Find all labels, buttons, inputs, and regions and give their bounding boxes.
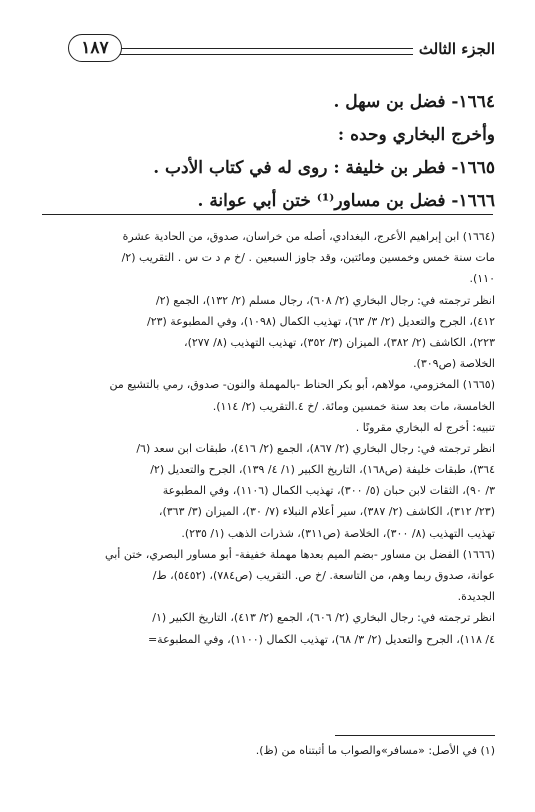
note-line: انظر ترجمته في: رجال البخاري (٢/ ٦٠٨)، رجال مسلم (٢/ ١٣٢)، الجمع (٢/ bbox=[155, 293, 495, 307]
notes-divider bbox=[42, 214, 493, 215]
note-line: ٤١٢)، الجرح والتعديل (٢/ ٣/ ٦٣)، تهذيب الكمال (١٠٩٨)، وفي المطبوعة (٢٣/ bbox=[146, 314, 495, 328]
note-line: تنبيه: أخرج له البخاري مقرونًا . bbox=[355, 420, 495, 434]
note-line: انظر ترجمته في: رجال البخاري (٢/ ٨٦٧)، الجمع (٢/ ٤١٦)، طبقات ابن سعد (٦/ bbox=[136, 441, 495, 455]
header-double-rule bbox=[118, 48, 413, 55]
note-line: (١٦٦٦) الفضل بن مساور -بضم الميم بعدها مهملة خفيفة- أبو مساور البصري، ختن أبي bbox=[105, 547, 495, 561]
note-line: عوانة، صدوق ربما وهم، من التاسعة. /خ ص. التقريب (ص٧٨٤)، (٥٤٥٢)، ط/ bbox=[152, 569, 495, 582]
note-line: (٢٣/ ٣١٢)، الكاشف (٢/ ٣٨٧)، سير أعلام النبلاء (٧/ ٣٠)، الميزان (٣/ ٣٦٣)، bbox=[158, 505, 495, 519]
note-line: انظر ترجمته في: رجال البخاري (٢/ ٦٠٦)، الجمع (٢/ ٤١٣)، التاريخ الكبير (١/ bbox=[152, 611, 495, 625]
note-line: ٢٢٣)، الكاشف (٢/ ٣٨٢)، الميزان (٣/ ٣٥٢)، تهذيب التهذيب (٨/ ٢٧٧)، bbox=[184, 335, 495, 349]
running-title: الجزء الثالث bbox=[418, 40, 495, 58]
page-number: ١٨٧ bbox=[68, 34, 122, 62]
note-line: ٣٦٤)، طبقات خليفة (ص١٦٨)، التاريخ الكبير (١/ ٤/ ١٣٩)، الجرح والتعديل (٢/ bbox=[150, 463, 495, 477]
entry-line: ١٦٦٥- فطر بن خليفة : روى له في كتاب الأدب . bbox=[153, 158, 495, 178]
entry-line: ١٦٦٦- فضل بن مساور⁽¹⁾ ختن أبي عوانة . bbox=[197, 191, 495, 211]
main-entries bbox=[40, 86, 495, 218]
notes-section bbox=[40, 226, 495, 650]
footnote-rule bbox=[335, 735, 495, 736]
footnote: (١) في الأصل: «مسافر»والصواب ما أثبتناه من (ظ). bbox=[255, 744, 495, 757]
note-line: (١٦٦٥) المخزومي، مولاهم، أبو بكر الحناط -بالمهملة والنون- صدوق، رمي بالتشيع من bbox=[109, 378, 495, 392]
note-line: ٣/ ٩٠)، الثقات لابن حبان (٥/ ٣٠٠)، تهذيب الكمال (١١٠٦)، وفي المطبوعة bbox=[162, 484, 495, 498]
note-line: (١٦٦٤) ابن إبراهيم الأعرج، البغدادي، أصله من خراسان، صدوق، من الحادية عشرة bbox=[122, 230, 495, 243]
note-line: مات سنة خمس وخمسين ومائتين، وقد جاوز السبعين . /خ م د ت س . التقريب (٢/ bbox=[121, 251, 495, 265]
note-line: الخلاصة (ص٣٠٩). bbox=[413, 357, 495, 371]
page-header bbox=[40, 30, 495, 70]
section-heading: وأخرج البخاري وحده : bbox=[337, 125, 495, 145]
note-line: ٤/ ١١٨)، الجرح والتعديل (٢/ ٣/ ٦٨)، تهذيب الكمال (١١٠٠)، وفي المطبوعة= bbox=[147, 632, 495, 646]
entry-line: ١٦٦٤- فضل بن سهل . bbox=[333, 92, 495, 112]
note-line: تهذيب التهذيب (٨/ ٣٠٠)، الخلاصة (ص٣١١)، شذرات الذهب (١/ ٢٣٥). bbox=[181, 526, 495, 540]
note-line: الخامسة، مات بعد سنة خمسين ومائة. /خ ٤.التقريب (٢/ ١١٤). bbox=[212, 399, 495, 413]
note-line: الجديدة. bbox=[457, 590, 495, 604]
note-line: ١١٠). bbox=[469, 272, 495, 286]
